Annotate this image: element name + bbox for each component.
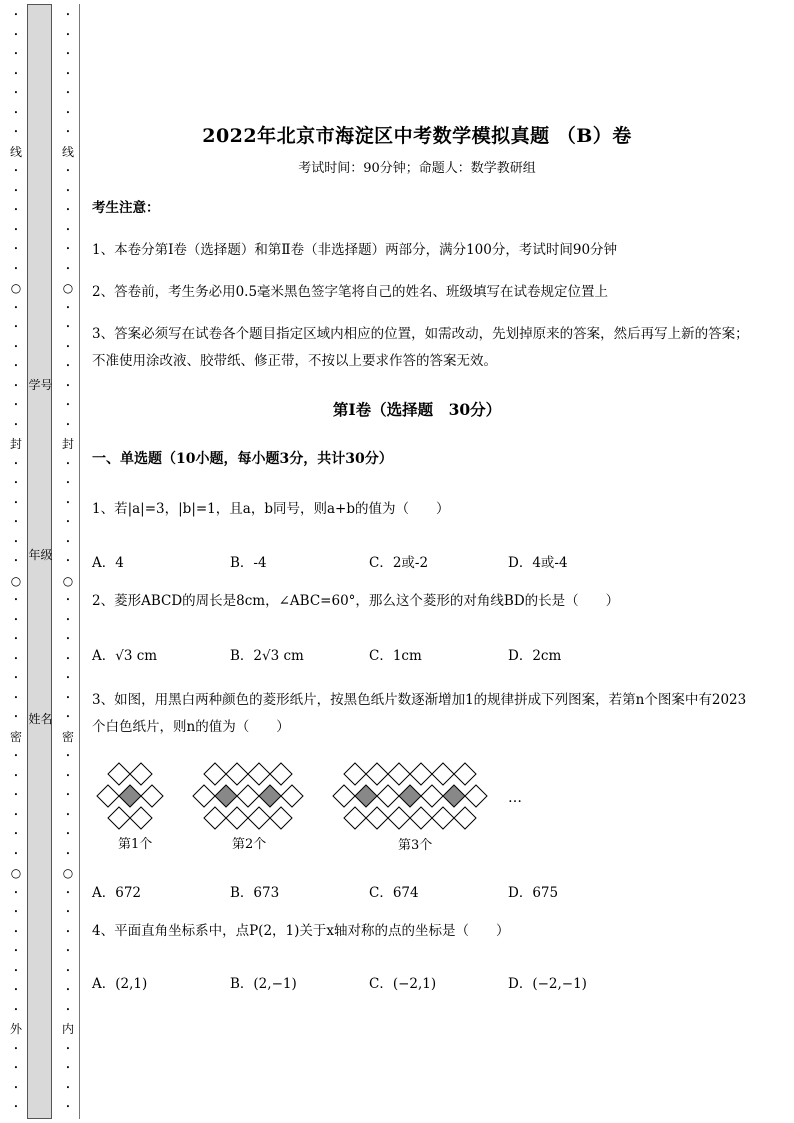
student-id-label: 学号: [28, 378, 53, 392]
outer-seal-dot: •: [13, 167, 19, 175]
outer-seal-dot: •: [13, 69, 19, 78]
inner-seal-mark: ○: [62, 866, 74, 880]
outer-seal-dot: •: [13, 615, 19, 624]
outer-seal-dot: •: [13, 908, 19, 916]
inner-seal-dot: •: [65, 323, 71, 331]
outer-seal-dot: •: [13, 245, 19, 253]
grade-label: 年级: [28, 548, 53, 562]
inner-seal-dot: •: [65, 557, 71, 565]
q2-option-d[interactable]: D．2cm: [508, 648, 562, 664]
inner-seal-dot: •: [65, 537, 71, 546]
inner-seal-dot: •: [65, 713, 71, 721]
white-rhombus: [130, 807, 152, 829]
outer-seal-dot: •: [13, 849, 19, 858]
figure-ellipsis: …: [508, 790, 522, 806]
outer-seal-dot: •: [13, 1044, 19, 1053]
notice-heading: 考生注意：: [92, 200, 160, 216]
black-rhombus: [215, 785, 237, 807]
inner-seal-dot: •: [65, 615, 71, 624]
inner-seal-dot: •: [65, 986, 71, 994]
inner-seal-dot: •: [65, 1083, 71, 1092]
outer-seal-dot: •: [13, 186, 19, 195]
outer-seal-mark: 外: [9, 1022, 22, 1036]
q4-option-c[interactable]: C．(−2,1): [369, 976, 437, 992]
section-title: 第Ⅰ卷（选择题 30分）: [332, 400, 502, 419]
outer-seal-dot: •: [13, 362, 19, 370]
caption-pattern-1: 第1个: [118, 837, 153, 852]
outer-seal-dot: •: [13, 713, 19, 721]
outer-seal-dot: •: [13, 596, 19, 604]
exam-subtitle: 考试时间：90分钟；命题人：数学教研组: [298, 161, 536, 176]
outer-seal-dot: •: [13, 927, 19, 936]
outer-seal-dot: •: [13, 479, 19, 487]
white-rhombus: [270, 807, 292, 829]
inner-seal-dot: •: [65, 167, 71, 175]
exam-title: 2022年北京市海淀区中考数学模拟真题 （B）卷: [202, 125, 632, 147]
white-rhombus: [237, 785, 259, 807]
white-rhombus: [366, 807, 388, 829]
inner-seal-dot: •: [65, 401, 71, 409]
outer-seal-mark: ○: [10, 281, 22, 295]
inner-seal-dot: •: [65, 888, 71, 897]
inner-seal-dot: •: [65, 186, 71, 195]
outer-seal-dot: •: [13, 1005, 19, 1014]
inner-seal-dot: •: [65, 128, 71, 136]
white-rhombus: [204, 807, 226, 829]
outer-seal-dot: •: [13, 693, 19, 702]
outer-seal-dot: •: [13, 401, 19, 409]
outer-seal-dot: •: [13, 11, 19, 19]
inner-seal-dot: •: [65, 264, 71, 273]
question-1-stem: 1、若|a|=3，|b|=1，且a，b同号，则a+b的值为（ ）: [92, 501, 450, 517]
white-rhombus: [454, 763, 476, 785]
white-rhombus: [226, 807, 248, 829]
outer-seal-dot: •: [13, 498, 19, 507]
outer-seal-dot: •: [13, 342, 19, 351]
black-rhombus: [443, 785, 465, 807]
outer-seal-mark: 封: [9, 437, 22, 451]
inner-seal-dot: •: [65, 908, 71, 916]
white-rhombus: [432, 763, 454, 785]
white-rhombus: [432, 807, 454, 829]
black-rhombus: [259, 785, 281, 807]
q1-option-a[interactable]: A．4: [92, 555, 124, 571]
inner-seal-dot: •: [65, 108, 71, 117]
white-rhombus: [248, 807, 270, 829]
caption-pattern-3: 第3个: [398, 838, 433, 853]
inner-seal-dot: •: [65, 459, 71, 468]
q3-option-d[interactable]: D．675: [508, 885, 559, 901]
inner-seal-dot: •: [65, 849, 71, 858]
outer-seal-dot: •: [13, 128, 19, 136]
inner-seal-dot: •: [65, 947, 71, 955]
q2-option-b[interactable]: B．2√3 cm: [230, 648, 304, 664]
outer-seal-dot: •: [13, 50, 19, 58]
part-title: 一、单选题（10小题，每小题3分，共计30分）: [92, 451, 393, 467]
white-rhombus: [454, 807, 476, 829]
white-rhombus: [108, 807, 130, 829]
inner-seal-dot: •: [65, 791, 71, 799]
outer-seal-dot: •: [13, 791, 19, 799]
outer-seal-dot: •: [13, 30, 19, 39]
pattern-3: [333, 763, 487, 829]
white-rhombus: [410, 763, 432, 785]
white-rhombus: [108, 763, 130, 785]
question-2-stem: 2、菱形ABCD的周长是8cm，∠ABC=60°，那么这个菱形的对角线BD的长是（ ）: [92, 593, 620, 609]
outer-seal-dot: •: [13, 206, 19, 214]
white-rhombus: [410, 807, 432, 829]
outer-seal-dot: •: [13, 381, 19, 390]
q4-option-a[interactable]: A．(2,1): [92, 976, 148, 992]
outer-seal-dot: •: [13, 108, 19, 117]
inner-seal-dot: •: [65, 50, 71, 58]
inner-seal-dot: •: [65, 245, 71, 253]
outer-seal-dot: •: [13, 459, 19, 468]
outer-seal-dot: •: [13, 1083, 19, 1092]
inner-seal-dot: •: [65, 654, 71, 663]
inner-seal-mark: ○: [62, 281, 74, 295]
outer-seal-dot: •: [13, 830, 19, 838]
white-rhombus: [421, 785, 443, 807]
inner-seal-dot: •: [65, 635, 71, 643]
outer-seal-mark: ○: [10, 573, 22, 588]
outer-seal-dot: •: [13, 810, 19, 819]
inner-seal-dot: •: [65, 89, 71, 97]
q3-option-b[interactable]: B．673: [230, 885, 280, 901]
student-info-strip: [27, 4, 52, 1119]
outer-seal-dot: •: [13, 947, 19, 955]
q2-option-a[interactable]: A．√3 cm: [92, 648, 158, 664]
q3-option-a[interactable]: A．672: [92, 885, 142, 901]
inner-seal-dot: •: [65, 1005, 71, 1014]
inner-seal-dot: •: [65, 206, 71, 214]
notice-item-1: 1、本卷分第Ⅰ卷（选择题）和第Ⅱ卷（非选择题）两部分，满分100分，考试时间90分钟: [92, 242, 618, 258]
inner-seal-dot: •: [65, 752, 71, 760]
question-4-stem: 4、平面直角坐标系中，点P(2，1)关于x轴对称的点的坐标是（ ）: [92, 923, 510, 939]
inner-seal-dot: •: [65, 420, 71, 429]
white-rhombus: [344, 763, 366, 785]
inner-dotted-line: [61, 6, 75, 1118]
q2-option-c[interactable]: C．1cm: [369, 648, 422, 664]
white-rhombus: [248, 763, 270, 785]
white-rhombus: [141, 785, 163, 807]
inner-seal-dot: •: [65, 596, 71, 604]
black-rhombus: [399, 785, 421, 807]
outer-seal-mark: ○: [10, 866, 22, 880]
q1-option-d[interactable]: D．4或-4: [508, 555, 568, 571]
white-rhombus: [226, 763, 248, 785]
inner-seal-dot: •: [65, 1064, 71, 1072]
white-rhombus: [465, 785, 487, 807]
inner-seal-dot: •: [65, 225, 71, 234]
outer-seal-mark: 密: [9, 729, 22, 744]
white-rhombus: [333, 785, 355, 807]
white-rhombus: [193, 785, 215, 807]
rhombus-pattern-figure: [92, 760, 532, 860]
inner-seal-mark: 封: [61, 437, 74, 451]
inner-seal-mark: ○: [62, 573, 74, 588]
pattern-2: [193, 763, 303, 829]
white-rhombus: [270, 763, 292, 785]
outer-seal-dot: •: [13, 557, 19, 565]
white-rhombus: [388, 807, 410, 829]
q1-option-b[interactable]: B．-4: [230, 555, 267, 571]
inner-seal-dot: •: [65, 69, 71, 78]
inner-seal-dot: •: [65, 810, 71, 819]
inner-seal-dot: •: [65, 966, 71, 975]
inner-seal-dot: •: [65, 362, 71, 370]
outer-seal-dot: •: [13, 518, 19, 526]
inner-seal-dot: •: [65, 11, 71, 19]
inner-seal-mark: 密: [61, 729, 74, 744]
outer-seal-dot: •: [13, 674, 19, 682]
inner-seal-dot: •: [65, 771, 71, 780]
outer-seal-dot: •: [13, 1103, 19, 1111]
inner-seal-dot: •: [65, 1044, 71, 1053]
white-rhombus: [388, 763, 410, 785]
white-rhombus: [366, 763, 388, 785]
inner-seal-dot: •: [65, 30, 71, 39]
outer-seal-dot: •: [13, 1064, 19, 1072]
inner-seal-dot: •: [65, 927, 71, 936]
caption-pattern-2: 第2个: [232, 837, 267, 852]
white-rhombus: [204, 763, 226, 785]
name-label: 姓名: [28, 712, 53, 726]
inner-seal-dot: •: [65, 518, 71, 526]
outer-seal-dot: •: [13, 986, 19, 994]
inner-seal-mark: 内: [61, 1022, 74, 1036]
pattern-1: [97, 763, 163, 829]
white-rhombus: [97, 785, 119, 807]
q4-option-d[interactable]: D．(−2,−1): [508, 976, 587, 992]
outer-seal-dot: •: [13, 323, 19, 331]
white-rhombus: [377, 785, 399, 807]
outer-seal-dot: •: [13, 303, 19, 312]
outer-dotted-line: [9, 6, 23, 1118]
q1-option-c[interactable]: C．2或-2: [369, 555, 429, 571]
margin-border-line: [79, 4, 80, 1119]
q3-option-c[interactable]: C．674: [369, 885, 419, 901]
outer-seal-dot: •: [13, 752, 19, 760]
outer-seal-dot: •: [13, 537, 19, 546]
white-rhombus: [281, 785, 303, 807]
inner-seal-dot: •: [65, 479, 71, 487]
inner-seal-dot: •: [65, 1103, 71, 1111]
outer-seal-dot: •: [13, 264, 19, 273]
q4-option-b[interactable]: B．(2,−1): [230, 976, 297, 992]
outer-seal-dot: •: [13, 888, 19, 897]
outer-seal-dot: •: [13, 225, 19, 234]
outer-seal-dot: •: [13, 89, 19, 97]
outer-seal-dot: •: [13, 420, 19, 429]
question-3-stem: 3、如图，用黑白两种颜色的菱形纸片，按黑色纸片数逐渐增加1的规律拼成下列图案，若第n个图案中有2023个白色纸片，则n的值为（ ）: [92, 692, 747, 735]
white-rhombus: [130, 763, 152, 785]
inner-seal-dot: •: [65, 381, 71, 390]
inner-seal-mark: 线: [61, 144, 74, 159]
inner-seal-dot: •: [65, 830, 71, 838]
inner-seal-dot: •: [65, 342, 71, 351]
outer-seal-dot: •: [13, 635, 19, 643]
black-rhombus: [119, 785, 141, 807]
inner-seal-dot: •: [65, 693, 71, 702]
inner-seal-dot: •: [65, 303, 71, 312]
outer-seal-dot: •: [13, 966, 19, 975]
outer-seal-mark: 线: [9, 144, 22, 159]
notice-item-2: 2、答卷前，考生务必用0.5毫米黑色签字笔将自己的姓名、班级填写在试卷规定位置上: [92, 284, 609, 300]
inner-seal-dot: •: [65, 674, 71, 682]
outer-seal-dot: •: [13, 771, 19, 780]
white-rhombus: [344, 807, 366, 829]
notice-item-3: 3、答案必须写在试卷各个题目指定区域内相应的位置，如需改动，先划掉原来的答案，然后再写上新的答案；不准使用涂改液、胶带纸、修正带，不按以上要求作答的答案无效。: [92, 326, 749, 369]
outer-seal-dot: •: [13, 654, 19, 663]
black-rhombus: [355, 785, 377, 807]
inner-seal-dot: •: [65, 498, 71, 507]
